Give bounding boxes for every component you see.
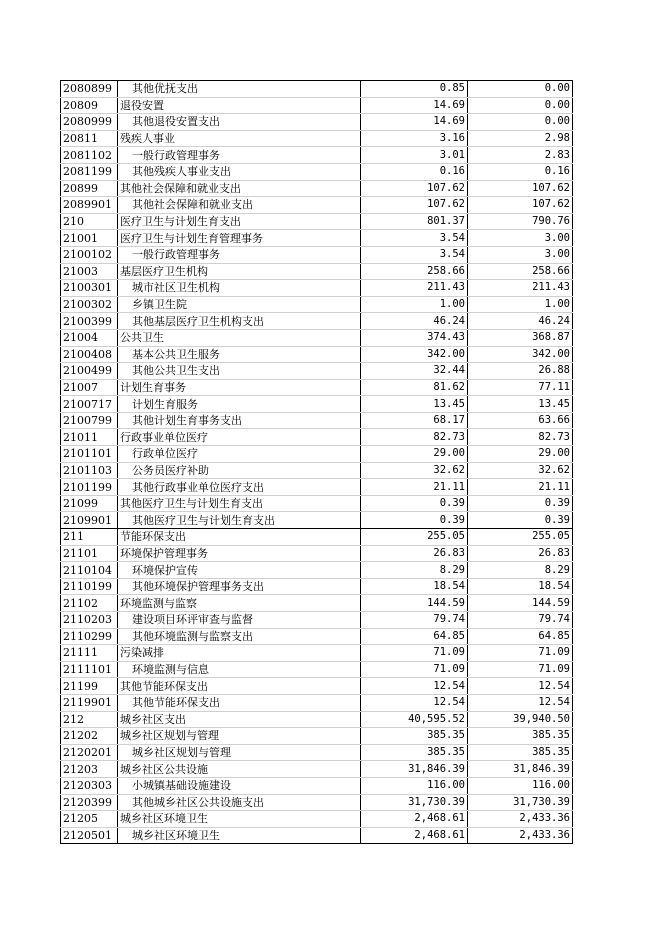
code-cell: 21099	[61, 495, 118, 512]
value-cell-2: 0.00	[468, 114, 573, 131]
value-cell-1: 18.54	[361, 578, 468, 595]
code-cell: 20811	[61, 130, 118, 147]
code-cell: 21199	[61, 678, 118, 695]
table-row	[61, 777, 573, 794]
value-cell-1: 116.00	[361, 777, 468, 794]
value-cell-1: 68.17	[361, 412, 468, 429]
code-cell: 21101	[61, 545, 118, 562]
table-row	[61, 446, 573, 463]
value-cell-2: 107.62	[468, 197, 573, 214]
value-cell-1: 32.62	[361, 462, 468, 479]
table-row	[61, 661, 573, 678]
table-row	[61, 412, 573, 429]
code-cell: 2100408	[61, 346, 118, 363]
name-cell: 公共卫生	[118, 329, 361, 346]
value-cell-1: 3.01	[361, 147, 468, 164]
code-cell: 2100102	[61, 246, 118, 263]
value-cell-2: 79.74	[468, 612, 573, 629]
table-row	[61, 479, 573, 496]
value-cell-2: 2,433.36	[468, 827, 573, 844]
table-body	[61, 81, 573, 844]
name-cell: 计划生育服务	[118, 396, 361, 413]
value-cell-1: 3.54	[361, 246, 468, 263]
name-cell: 小城镇基础设施建设	[118, 777, 361, 794]
table-row	[61, 545, 573, 562]
name-cell: 污染减排	[118, 645, 361, 662]
table-row	[61, 595, 573, 612]
code-cell: 2120303	[61, 777, 118, 794]
value-cell-2: 3.00	[468, 246, 573, 263]
table-row	[61, 462, 573, 479]
name-cell: 其他医疗卫生与计划生育支出	[118, 495, 361, 512]
table-row	[61, 379, 573, 396]
table-row	[61, 578, 573, 595]
value-cell-2: 385.35	[468, 744, 573, 761]
value-cell-2: 0.39	[468, 512, 573, 529]
value-cell-2: 790.76	[468, 213, 573, 230]
value-cell-1: 144.59	[361, 595, 468, 612]
code-cell: 2111101	[61, 661, 118, 678]
code-cell: 2101103	[61, 462, 118, 479]
value-cell-2: 71.09	[468, 661, 573, 678]
name-cell: 城乡社区支出	[118, 711, 361, 728]
code-cell: 2120399	[61, 794, 118, 811]
value-cell-2: 2,433.36	[468, 811, 573, 828]
name-cell: 基层医疗卫生机构	[118, 263, 361, 280]
code-cell: 20899	[61, 180, 118, 197]
code-cell: 2089901	[61, 197, 118, 214]
name-cell: 基本公共卫生服务	[118, 346, 361, 363]
value-cell-1: 3.16	[361, 130, 468, 147]
value-cell-2: 255.05	[468, 529, 573, 546]
table-row	[61, 81, 573, 98]
table-row	[61, 329, 573, 346]
code-cell: 2100717	[61, 396, 118, 413]
name-cell: 其他公共卫生支出	[118, 363, 361, 380]
code-cell: 212	[61, 711, 118, 728]
name-cell: 其他残疾人事业支出	[118, 163, 361, 180]
name-cell: 乡镇卫生院	[118, 296, 361, 313]
value-cell-1: 801.37	[361, 213, 468, 230]
name-cell: 环境保护宣传	[118, 562, 361, 579]
value-cell-2: 26.83	[468, 545, 573, 562]
code-cell: 2080899	[61, 81, 118, 98]
value-cell-1: 3.54	[361, 230, 468, 247]
code-cell: 21203	[61, 761, 118, 778]
code-cell: 2110104	[61, 562, 118, 579]
value-cell-1: 14.69	[361, 114, 468, 131]
name-cell: 城乡社区规划与管理	[118, 728, 361, 745]
value-cell-1: 0.39	[361, 512, 468, 529]
value-cell-1: 107.62	[361, 197, 468, 214]
code-cell: 211	[61, 529, 118, 546]
value-cell-2: 63.66	[468, 412, 573, 429]
value-cell-1: 13.45	[361, 396, 468, 413]
value-cell-1: 255.05	[361, 529, 468, 546]
value-cell-2: 1.00	[468, 296, 573, 313]
value-cell-2: 31,846.39	[468, 761, 573, 778]
code-cell: 2100302	[61, 296, 118, 313]
value-cell-2: 144.59	[468, 595, 573, 612]
value-cell-2: 64.85	[468, 628, 573, 645]
name-cell: 环境监测与信息	[118, 661, 361, 678]
value-cell-2: 368.87	[468, 329, 573, 346]
value-cell-1: 26.83	[361, 545, 468, 562]
value-cell-2: 12.54	[468, 694, 573, 711]
value-cell-1: 71.09	[361, 661, 468, 678]
value-cell-1: 32.44	[361, 363, 468, 380]
value-cell-1: 71.09	[361, 645, 468, 662]
value-cell-1: 40,595.52	[361, 711, 468, 728]
value-cell-1: 12.54	[361, 694, 468, 711]
value-cell-1: 258.66	[361, 263, 468, 280]
name-cell: 其他城乡社区公共设施支出	[118, 794, 361, 811]
value-cell-2: 29.00	[468, 446, 573, 463]
table-row	[61, 230, 573, 247]
name-cell: 行政事业单位医疗	[118, 429, 361, 446]
value-cell-1: 46.24	[361, 313, 468, 330]
table-row	[61, 512, 573, 529]
value-cell-2: 18.54	[468, 578, 573, 595]
code-cell: 210	[61, 213, 118, 230]
code-cell: 21202	[61, 728, 118, 745]
value-cell-1: 385.35	[361, 728, 468, 745]
code-cell: 2100499	[61, 363, 118, 380]
code-cell: 21004	[61, 329, 118, 346]
name-cell: 其他社会保障和就业支出	[118, 180, 361, 197]
name-cell: 退役安置	[118, 97, 361, 114]
value-cell-2: 39,940.50	[468, 711, 573, 728]
name-cell: 城乡社区规划与管理	[118, 744, 361, 761]
value-cell-1: 0.39	[361, 495, 468, 512]
table-row	[61, 495, 573, 512]
table-row	[61, 811, 573, 828]
code-cell: 21111	[61, 645, 118, 662]
name-cell: 城乡社区公共设施	[118, 761, 361, 778]
value-cell-2: 342.00	[468, 346, 573, 363]
value-cell-2: 3.00	[468, 230, 573, 247]
name-cell: 其他退役安置支出	[118, 114, 361, 131]
table-row	[61, 97, 573, 114]
name-cell: 其他环境保护管理事务支出	[118, 578, 361, 595]
value-cell-1: 82.73	[361, 429, 468, 446]
name-cell: 计划生育事务	[118, 379, 361, 396]
table-row	[61, 628, 573, 645]
value-cell-2: 21.11	[468, 479, 573, 496]
table-row	[61, 396, 573, 413]
name-cell: 节能环保支出	[118, 529, 361, 546]
code-cell: 2120201	[61, 744, 118, 761]
code-cell: 2081199	[61, 163, 118, 180]
value-cell-1: 0.16	[361, 163, 468, 180]
code-cell: 2110199	[61, 578, 118, 595]
table-row	[61, 163, 573, 180]
code-cell: 2081102	[61, 147, 118, 164]
table-row	[61, 180, 573, 197]
code-cell: 21205	[61, 811, 118, 828]
value-cell-2: 71.09	[468, 645, 573, 662]
value-cell-2: 0.39	[468, 495, 573, 512]
code-cell: 21003	[61, 263, 118, 280]
name-cell: 公务员医疗补助	[118, 462, 361, 479]
value-cell-1: 14.69	[361, 97, 468, 114]
name-cell: 其他行政事业单位医疗支出	[118, 479, 361, 496]
value-cell-2: 82.73	[468, 429, 573, 446]
value-cell-1: 0.85	[361, 81, 468, 98]
code-cell: 21007	[61, 379, 118, 396]
value-cell-2: 385.35	[468, 728, 573, 745]
table-row	[61, 147, 573, 164]
code-cell: 2100799	[61, 412, 118, 429]
code-cell: 2110299	[61, 628, 118, 645]
value-cell-2: 0.16	[468, 163, 573, 180]
table-row	[61, 612, 573, 629]
value-cell-2: 2.98	[468, 130, 573, 147]
name-cell: 其他基层医疗卫生机构支出	[118, 313, 361, 330]
code-cell: 2119901	[61, 694, 118, 711]
value-cell-2: 12.54	[468, 678, 573, 695]
name-cell: 城乡社区环境卫生	[118, 811, 361, 828]
table-row	[61, 678, 573, 695]
name-cell: 残疾人事业	[118, 130, 361, 147]
value-cell-1: 79.74	[361, 612, 468, 629]
code-cell: 2101101	[61, 446, 118, 463]
code-cell: 21102	[61, 595, 118, 612]
table-row	[61, 213, 573, 230]
name-cell: 一般行政管理事务	[118, 147, 361, 164]
table-row	[61, 529, 573, 546]
table-row	[61, 728, 573, 745]
budget-table	[60, 80, 573, 844]
table-row	[61, 263, 573, 280]
table-row	[61, 363, 573, 380]
name-cell: 环境监测与监察	[118, 595, 361, 612]
value-cell-1: 81.62	[361, 379, 468, 396]
name-cell: 其他医疗卫生与计划生育支出	[118, 512, 361, 529]
name-cell: 行政单位医疗	[118, 446, 361, 463]
value-cell-1: 29.00	[361, 446, 468, 463]
table-row	[61, 130, 573, 147]
value-cell-2: 32.62	[468, 462, 573, 479]
value-cell-2: 2.83	[468, 147, 573, 164]
code-cell: 2101199	[61, 479, 118, 496]
value-cell-1: 374.43	[361, 329, 468, 346]
value-cell-1: 385.35	[361, 744, 468, 761]
value-cell-2: 31,730.39	[468, 794, 573, 811]
name-cell: 其他环境监测与监察支出	[118, 628, 361, 645]
table-row	[61, 827, 573, 844]
value-cell-1: 2,468.61	[361, 827, 468, 844]
table-row	[61, 197, 573, 214]
name-cell: 其他节能环保支出	[118, 694, 361, 711]
name-cell: 其他节能环保支出	[118, 678, 361, 695]
code-cell: 21011	[61, 429, 118, 446]
table-row	[61, 429, 573, 446]
value-cell-1: 21.11	[361, 479, 468, 496]
table-row	[61, 562, 573, 579]
name-cell: 其他优抚支出	[118, 81, 361, 98]
code-cell: 2109901	[61, 512, 118, 529]
name-cell: 城市社区卫生机构	[118, 280, 361, 297]
value-cell-2: 8.29	[468, 562, 573, 579]
table-row	[61, 296, 573, 313]
value-cell-2: 26.88	[468, 363, 573, 380]
value-cell-2: 107.62	[468, 180, 573, 197]
value-cell-2: 13.45	[468, 396, 573, 413]
value-cell-1: 8.29	[361, 562, 468, 579]
table-row	[61, 313, 573, 330]
value-cell-2: 0.00	[468, 81, 573, 98]
value-cell-2: 116.00	[468, 777, 573, 794]
name-cell: 其他计划生育事务支出	[118, 412, 361, 429]
table-row	[61, 280, 573, 297]
code-cell: 2100399	[61, 313, 118, 330]
name-cell: 医疗卫生与计划生育管理事务	[118, 230, 361, 247]
name-cell: 医疗卫生与计划生育支出	[118, 213, 361, 230]
value-cell-2: 77.11	[468, 379, 573, 396]
name-cell: 环境保护管理事务	[118, 545, 361, 562]
value-cell-1: 1.00	[361, 296, 468, 313]
table-row	[61, 114, 573, 131]
code-cell: 2110203	[61, 612, 118, 629]
value-cell-2: 46.24	[468, 313, 573, 330]
name-cell: 城乡社区环境卫生	[118, 827, 361, 844]
value-cell-1: 31,730.39	[361, 794, 468, 811]
code-cell: 2100301	[61, 280, 118, 297]
value-cell-1: 12.54	[361, 678, 468, 695]
value-cell-1: 107.62	[361, 180, 468, 197]
table-row	[61, 744, 573, 761]
value-cell-2: 0.00	[468, 97, 573, 114]
table-row	[61, 346, 573, 363]
name-cell: 其他社会保障和就业支出	[118, 197, 361, 214]
name-cell: 一般行政管理事务	[118, 246, 361, 263]
value-cell-1: 64.85	[361, 628, 468, 645]
table-row	[61, 711, 573, 728]
table-row	[61, 246, 573, 263]
table-row	[61, 645, 573, 662]
code-cell: 2120501	[61, 827, 118, 844]
code-cell: 21001	[61, 230, 118, 247]
table-row	[61, 694, 573, 711]
code-cell: 2080999	[61, 114, 118, 131]
table-row	[61, 794, 573, 811]
name-cell: 建设项目环评审查与监督	[118, 612, 361, 629]
table-row	[61, 761, 573, 778]
value-cell-1: 2,468.61	[361, 811, 468, 828]
value-cell-1: 211.43	[361, 280, 468, 297]
value-cell-1: 342.00	[361, 346, 468, 363]
value-cell-1: 31,846.39	[361, 761, 468, 778]
value-cell-2: 211.43	[468, 280, 573, 297]
value-cell-2: 258.66	[468, 263, 573, 280]
code-cell: 20809	[61, 97, 118, 114]
